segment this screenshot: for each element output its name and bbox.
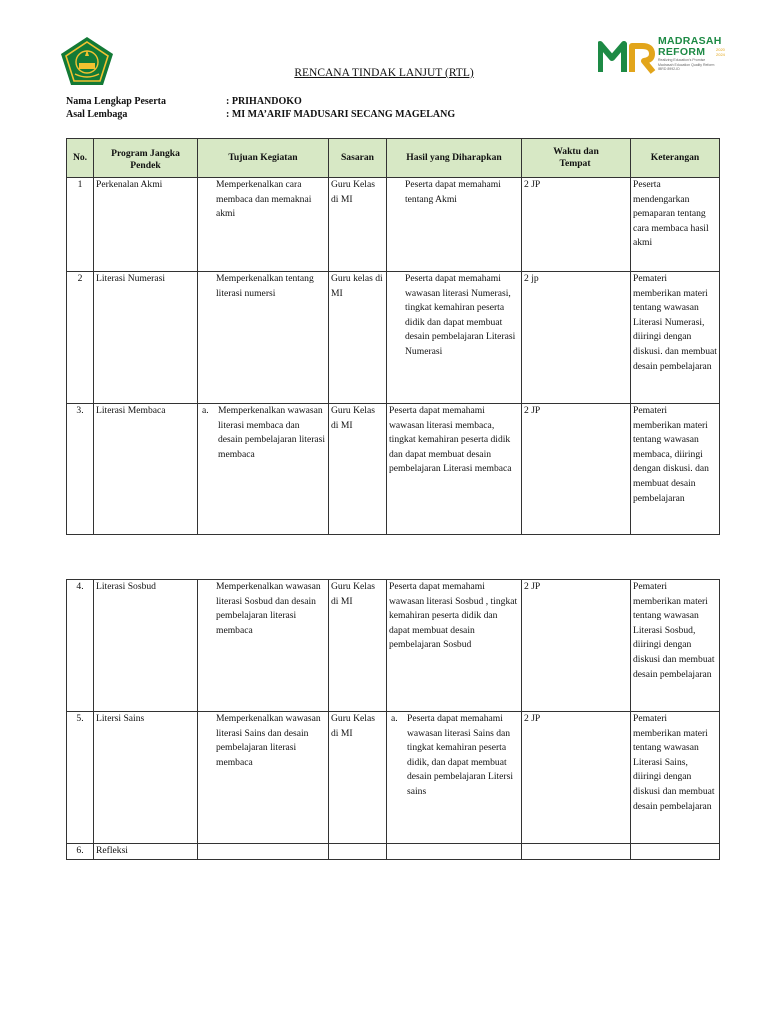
info-label: Nama Lengkap Peserta xyxy=(66,96,166,107)
cell-keterangan: Pemateri memberikan materi tentang wawasan membaca, diiringi dengan diskusi. dan membuat desain pembelajaran xyxy=(631,404,720,535)
cell-hasil: Peserta dapat memahami tentang Akmi xyxy=(387,178,522,272)
cell-sasaran: Guru Kelas di MI xyxy=(329,712,387,844)
header-hasil: Hasil yang Diharapkan xyxy=(387,139,522,178)
list-marker: a. xyxy=(202,405,209,416)
cell-waktu: 2 jp xyxy=(522,272,631,404)
cell-tujuan-text: Memperkenalkan wawasan literasi membaca dan desain pembelajaran literasi membaca xyxy=(218,405,326,460)
table-row xyxy=(67,844,720,860)
header-no: No. xyxy=(67,139,94,178)
header-program: Program Jangka Pendek xyxy=(94,139,198,178)
cell-sasaran: Guru kelas di MI xyxy=(329,272,387,404)
cell-tujuan xyxy=(198,404,329,535)
cell-tujuan: Memperkenalkan tentang literasi numersi xyxy=(198,272,329,404)
info-value: : PRIHANDOKO xyxy=(226,96,302,107)
logo-tagline: Realizing Education's Promise xyxy=(658,58,706,62)
logo-text-madrasah: MADRASAH xyxy=(658,35,722,47)
cell-program: Perkenalan Akmi xyxy=(94,178,198,272)
cell-keterangan: Peserta mendengarkan pemaparan tentang cara membaca hasil akmi xyxy=(631,178,720,272)
cell-no: 6. xyxy=(67,844,94,860)
cell-sasaran xyxy=(329,844,387,860)
cell-no: 5. xyxy=(67,712,94,844)
page-title: RENCANA TINDAK LANJUT (RTL) xyxy=(294,67,474,79)
cell-keterangan: Pemateri memberikan materi tentang wawasan Literasi Sains, diiringi dengan diskusi dan membuat desain pembelajaran xyxy=(631,712,720,844)
cell-no: 2 xyxy=(67,272,94,404)
logo-years: 2020 2024 xyxy=(716,47,725,57)
cell-hasil xyxy=(387,712,522,844)
cell-waktu xyxy=(522,844,631,860)
info-value: : MI MA’ARIF MADUSARI SECANG MAGELANG xyxy=(226,109,456,120)
cell-no: 4. xyxy=(67,580,94,712)
cell-waktu: 2 JP xyxy=(522,580,631,712)
info-label: Asal Lembaga xyxy=(66,109,128,120)
cell-waktu: 2 JP xyxy=(522,712,631,844)
table-row xyxy=(67,178,720,272)
table-row xyxy=(67,272,720,404)
cell-waktu: 2 JP xyxy=(522,404,631,535)
cell-sasaran: Guru Kelas di MI xyxy=(329,178,387,272)
table-row xyxy=(67,580,720,712)
table-row xyxy=(67,404,720,535)
cell-no: 3. xyxy=(67,404,94,535)
cell-hasil xyxy=(387,844,522,860)
cell-program: Literasi Numerasi xyxy=(94,272,198,404)
cell-program: Refleksi xyxy=(94,844,198,860)
cell-keterangan: Pemateri memberikan materi tentang wawasan Literasi Numerasi, diiringi dengan diskusi. dan membuat desain pembelajaran xyxy=(631,272,720,404)
cell-hasil: Peserta dapat memahami wawasan literasi Numerasi, tingkat kemahiran peserta didik dan dapat membuat desain pembelajaran Literasi Numerasi xyxy=(387,272,522,404)
header-waktu-line2: Tempat xyxy=(559,158,591,169)
cell-program: Literasi Sosbud xyxy=(94,580,198,712)
logo-tagline: IBRD 8992-ID xyxy=(658,67,680,71)
cell-tujuan: Memperkenalkan cara membaca dan memaknai akmi xyxy=(198,178,329,272)
cell-tujuan: Memperkenalkan wawasan literasi Sosbud dan desain pembelajaran literasi membaca xyxy=(198,580,329,712)
header-keterangan: Keterangan xyxy=(631,139,720,178)
cell-tujuan: Memperkenalkan wawasan literasi Sains dan desain pembelajaran literasi membaca xyxy=(198,712,329,844)
cell-tujuan xyxy=(198,844,329,860)
cell-hasil-text: Peserta dapat memahami wawasan literasi Sains dan tingkat kemahiran peserta didik, dan dapat membuat desain pembelajaran Litersi sains xyxy=(407,713,514,797)
header-waktu-line1: Waktu dan xyxy=(553,145,599,157)
cell-keterangan xyxy=(631,844,720,860)
cell-hasil: Peserta dapat memahami wawasan literasi membaca, tingkat kemahiran peserta didik dan dapat membuat desain pembelajaran Literasi membaca xyxy=(387,404,522,535)
rtl-table-continued xyxy=(66,579,720,860)
table-header-row xyxy=(67,139,720,178)
header-sasaran: Sasaran xyxy=(329,139,387,178)
rtl-table xyxy=(66,138,720,535)
logo-tagline: Madrasah Education Quality Reform xyxy=(658,62,715,67)
cell-program: Literasi Membaca xyxy=(94,404,198,535)
cell-hasil: Peserta dapat memahami wawasan literasi Sosbud , tingkat kemahiran peserta didik dan dapat membuat desain pembelajaran Sosbud xyxy=(387,580,522,712)
table-row xyxy=(67,712,720,844)
cell-sasaran: Guru Kelas di MI xyxy=(329,404,387,535)
header-tujuan: Tujuan Kegiatan xyxy=(198,139,329,178)
cell-no: 1 xyxy=(67,178,94,272)
cell-waktu: 2 JP xyxy=(522,178,631,272)
cell-sasaran: Guru Kelas di MI xyxy=(329,580,387,712)
list-marker: a. xyxy=(391,713,398,724)
cell-keterangan: Pemateri memberikan materi tentang wawasan Literasi Sosbud, diiringi dengan diskusi dan membuat desain pembelajaran xyxy=(631,580,720,712)
cell-program: Litersi Sains xyxy=(94,712,198,844)
logo-text-reform: REFORM xyxy=(658,46,706,58)
